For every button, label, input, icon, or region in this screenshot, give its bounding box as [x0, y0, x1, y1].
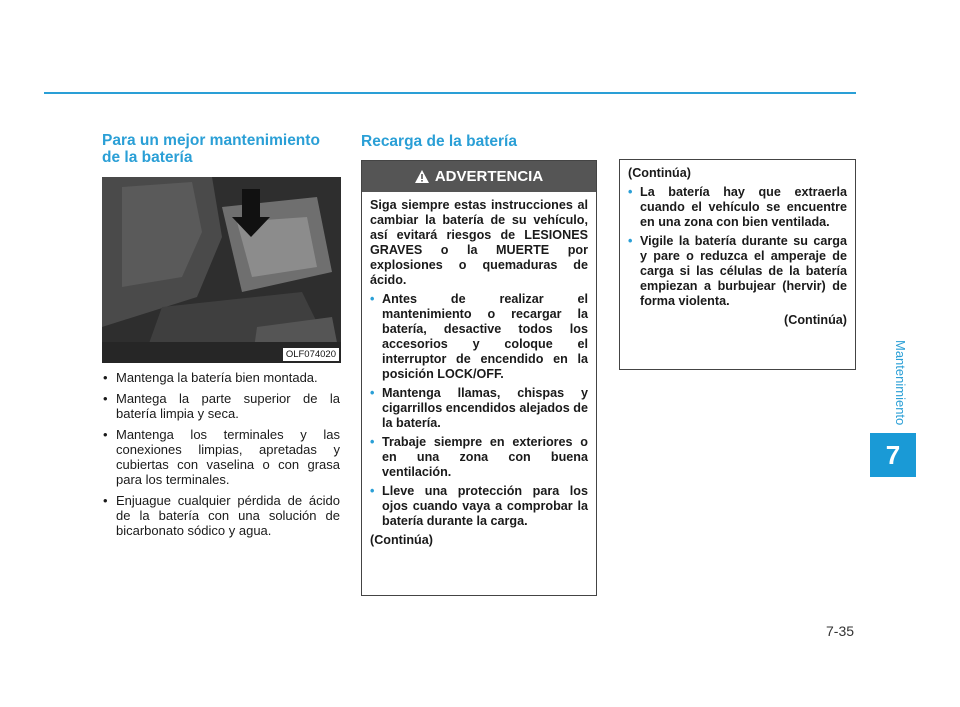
recharge-heading: Recarga de la batería: [361, 133, 517, 150]
list-item: • Vigile la batería durante su carga y pare o reduzca el amperaje de carga si las células de la batería empiezan a burbujear (hervir) de forma violenta.: [628, 234, 847, 309]
list-item: • Mantega la parte superior de la batería limpia y seca.: [103, 391, 340, 421]
continued-head: (Continúa): [628, 166, 691, 180]
warning-header: [362, 161, 596, 192]
continued-list: [628, 185, 847, 309]
top-rule: [44, 92, 856, 94]
warning-title: ADVERTENCIA: [434, 168, 544, 185]
chapter-tab: 7: [870, 433, 916, 477]
warning-box: [361, 160, 597, 596]
warning-list: [370, 292, 588, 529]
list-item: • La batería hay que extraerla cuando el vehículo se encuentre en una zona con bien ventilada.: [628, 185, 847, 230]
warning-intro: Siga siempre estas instrucciones al cambiar la batería de su vehículo, así evitará riesgos de LESIONES GRAVES o la MUERTE por explosiones o quemaduras de ácido.: [370, 198, 588, 287]
maintenance-heading: Para un mejor mantenimiento de la batería: [102, 132, 320, 166]
image-code: OLF074020: [283, 348, 339, 361]
maintenance-list: [103, 370, 340, 544]
warning-triangle-icon: [415, 170, 429, 183]
continues-label: (Continúa): [370, 533, 433, 547]
list-item: • Trabaje siempre en exteriores o en una zona con buena ventilación.: [370, 435, 588, 480]
list-item: • Mantenga la batería bien montada.: [103, 370, 340, 385]
page-number: 7-35: [826, 623, 855, 639]
chapter-label: Mantenimiento: [893, 340, 908, 426]
list-item: • Mantenga los terminales y las conexiones limpias, apretadas y cubiertas con vaselina o con grasa para los terminales.: [103, 427, 340, 487]
continues-label: (Continúa): [784, 313, 847, 327]
list-item: • Mantenga llamas, chispas y cigarrillos encendidos alejados de la batería.: [370, 386, 588, 431]
list-item: • Antes de realizar el mantenimiento o recargar la batería, desactive todos los accesorios y coloque el interruptor de encendido en la posición LOCK/OFF.: [370, 292, 588, 382]
list-item: • Lleve una protección para los ojos cuando vaya a comprobar la batería durante la carga.: [370, 484, 588, 529]
battery-illustration: [102, 177, 341, 363]
warning-body: [362, 192, 596, 548]
battery-photo: [102, 177, 341, 363]
continued-box: [619, 159, 856, 370]
list-item: • Enjuague cualquier pérdida de ácido de la batería con una solución de bicarbonato sódico y agua.: [103, 493, 340, 538]
